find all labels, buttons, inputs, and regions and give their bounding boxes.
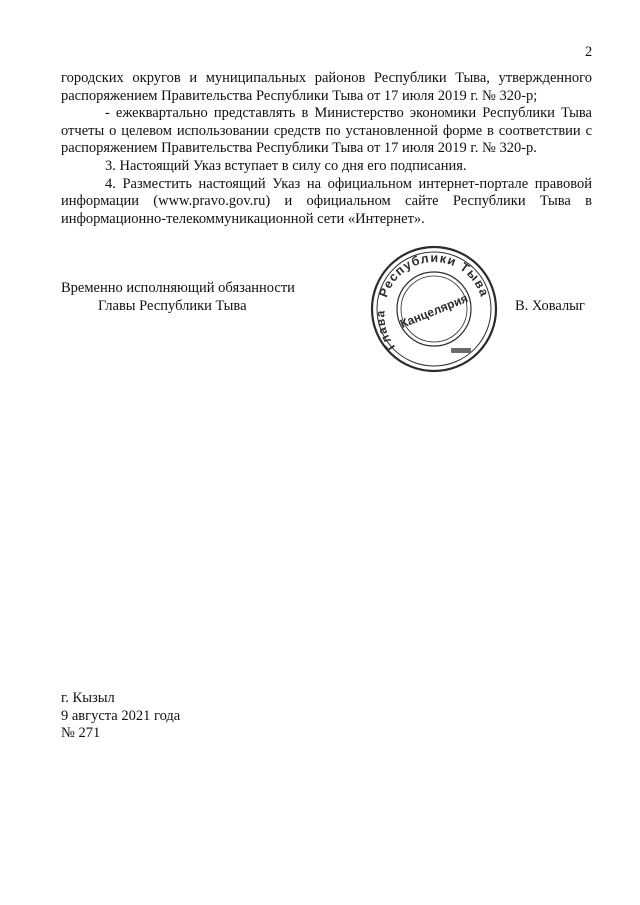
seal-side-text: Глава	[373, 309, 398, 354]
seal-center-text: Канцелярия	[398, 291, 470, 331]
signatory-title-line1: Временно исполняющий обязанности	[61, 280, 295, 296]
paragraph: 3. Настоящий Указ вступает в силу со дня его подписания.	[105, 157, 467, 174]
page-number: 2	[585, 44, 593, 60]
signing-date: 9 августа 2021 года	[61, 707, 181, 724]
svg-text:Глава	[373, 309, 398, 353]
signature-block	[61, 280, 295, 315]
paragraph: 4. Разместить настоящий Указ на официальном интернет-портале правовой информации (www.pravo.gov.ru) и официальном сайте Республики Тыва в информационно-телекоммуникационной сети «Интернет».	[61, 175, 592, 227]
signatory-name: В. Ховалыг	[515, 298, 585, 314]
svg-text:Республики Тыва	[376, 251, 492, 299]
document-body	[61, 70, 592, 228]
place-of-signing: г. Кызыл	[61, 690, 115, 706]
paragraph: - ежеквартально представлять в Министерство экономики Республики Тыва отчеты о целевом использовании средств по установленной форме в соответствии с распоряжением Правительства Республики Тыва от 17 июля 2019 г. № 320-р.	[61, 105, 592, 157]
document-footer	[61, 690, 180, 743]
seal-mark	[451, 348, 471, 353]
paragraph: городских округов и муниципальных районов Республики Тыва, утвержденного распоряжением Правительства Республики Тыва от 17 июля 2019 г. № 320-р;	[61, 70, 592, 104]
signatory-title-line2: Главы Республики Тыва	[98, 297, 247, 314]
seal-ring-text: Республики Тыва	[376, 250, 492, 300]
decree-number: № 271	[61, 725, 101, 742]
official-seal	[367, 245, 501, 373]
